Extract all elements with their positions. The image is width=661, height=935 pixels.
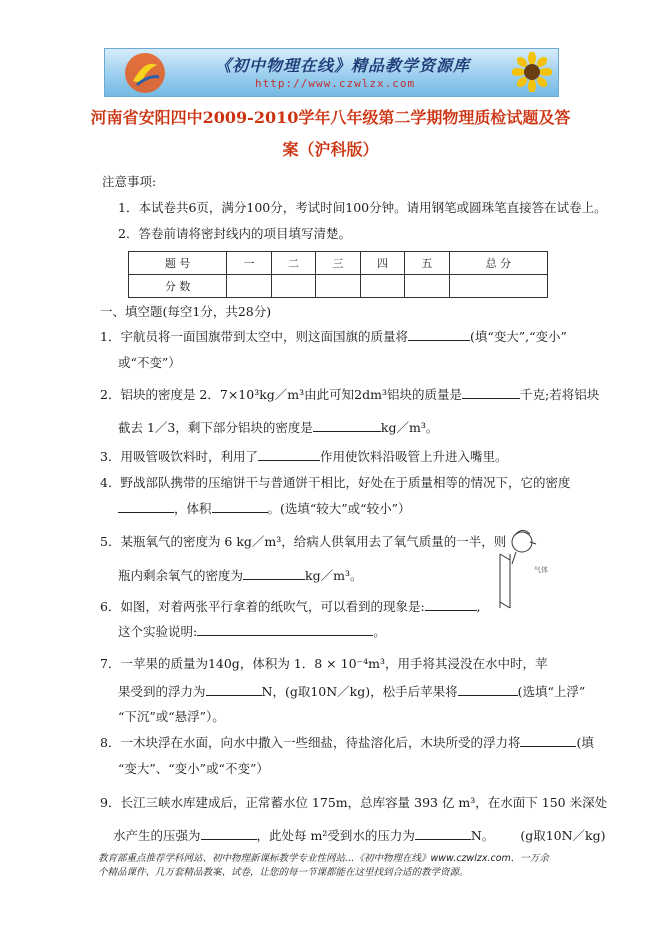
- table-header-cell: 五: [405, 252, 449, 275]
- notes-item-1: 1．本试卷共6页，满分100分，考试时间100分钟。请用钢笔或圆珠笔直接答在试卷上。: [118, 200, 607, 215]
- table-header-cell: 题 号: [129, 252, 227, 275]
- table-row-label: 分 数: [129, 275, 227, 298]
- question-text: ，此处每 m²受到水的压力为: [256, 828, 415, 843]
- banner-url[interactable]: http://www.czwlzx.com: [255, 77, 416, 90]
- question-4: 4．野战部队携带的压缩饼干与普通饼干相比，好处在于质量相等的情况下，它的密度: [100, 475, 571, 490]
- answer-blank[interactable]: [462, 387, 520, 399]
- score-table: [128, 251, 548, 298]
- document-title-line1: 河南省安阳四中2009-2010学年八年级第二学期物理质检试题及答: [90, 108, 571, 127]
- score-cell[interactable]: [449, 275, 547, 298]
- question-text: ，体积: [174, 501, 212, 516]
- question-text: 作用使饮料沿吸管上升进入嘴里。: [319, 449, 508, 464]
- answer-blank[interactable]: [206, 684, 262, 696]
- question-text: 。(选填“较大”或“较小”）: [267, 501, 411, 516]
- answer-blank[interactable]: [201, 828, 257, 840]
- question-text: 果受到的浮力为: [118, 684, 206, 699]
- question-text: (g取10N／kg): [520, 828, 606, 843]
- score-cell[interactable]: [316, 275, 360, 298]
- question-5: 5．某瓶氧气的密度为 6 kg／m³，给病人供氧用去了氧气质量的一半，则: [100, 534, 507, 549]
- answer-blank[interactable]: [313, 420, 381, 432]
- question-text: 千克;若将铝块: [519, 387, 600, 402]
- answer-blank[interactable]: [197, 624, 373, 636]
- score-cell[interactable]: [271, 275, 315, 298]
- question-text: (填“变大”,“变小”: [469, 329, 567, 344]
- question-text: 截去 1／3，剩下部分铝块的密度是: [118, 420, 313, 435]
- question-text: N，(g取10N／kg)，松手后苹果将: [261, 684, 458, 699]
- question-8-cont: “变大”、“变小”或“不变”）: [118, 761, 269, 776]
- score-table-header-row: [129, 252, 548, 275]
- page-footer: [98, 852, 578, 880]
- question-2: [100, 385, 599, 403]
- answer-blank[interactable]: [212, 501, 268, 513]
- question-9: 9．长江三峡水库建成后，正常蓄水位 175m，总库容量 393 亿 m³，在水面下 150 米深处: [100, 795, 608, 810]
- document-title-line2: 案（沪科版）: [282, 140, 379, 159]
- question-text: 8．一木块浮在水面，向水中撒入一些细盐，待盐溶化后，木块所受的浮力将: [100, 735, 521, 750]
- question-text: 瓶内剩余氧气的密度为: [118, 568, 244, 583]
- question-text: 2．铝块的密度是 2．7×10³kg／m³由此可知2dm³铝块的质量是: [100, 387, 462, 402]
- footer-line-2: 个精品课件、几万套精品教案、试卷，让您的每一节课都能在这里找到合适的教学资源。: [98, 867, 469, 878]
- question-2-cont: [118, 418, 438, 436]
- question-text: kg／m³。: [380, 420, 439, 435]
- question-7-cont2: “下沉”或“悬浮”）。: [118, 709, 225, 724]
- table-header-cell: 总 分: [449, 252, 547, 275]
- question-8: [100, 733, 594, 751]
- question-9-cont: [113, 826, 606, 844]
- question-7: 7．一苹果的质量为140g，体积为 1．8 × 10⁻⁴m³，用手将其浸没在水中时，苹: [100, 656, 548, 671]
- question-4-cont: [118, 499, 410, 517]
- banner-title: 《初中物理在线》精品教学资源库: [215, 56, 471, 75]
- question-text: 3．用吸管吸饮料时，利用了: [100, 449, 258, 464]
- answer-blank[interactable]: [425, 599, 477, 611]
- notes-item-2: 2．答卷前请将密封线内的项目填写清楚。: [118, 226, 351, 241]
- answer-blank[interactable]: [520, 735, 576, 747]
- question-text: ,: [476, 599, 481, 614]
- section-heading: 一、填空题(每空1分，共28分): [100, 304, 272, 319]
- table-header-cell: 四: [360, 252, 404, 275]
- score-table-score-row: [129, 275, 548, 298]
- question-text: 这个实验说明:: [118, 624, 198, 639]
- question-text: 。: [373, 624, 386, 639]
- question-text: (填: [576, 735, 594, 750]
- question-text: kg／m³。: [305, 568, 363, 583]
- figure-label: 气体: [534, 566, 548, 574]
- answer-blank[interactable]: [415, 828, 471, 840]
- table-header-cell: 三: [316, 252, 360, 275]
- question-text: 水产生的压强为: [113, 828, 201, 843]
- answer-blank[interactable]: [258, 449, 320, 461]
- question-6-cont: [118, 622, 386, 640]
- question-text: (选填“上浮”: [517, 684, 586, 699]
- question-1-cont: 或“不变”）: [118, 355, 181, 370]
- blowing-paper-figure: [494, 520, 562, 612]
- table-header-cell: 二: [271, 252, 315, 275]
- question-text: 1．宇航员将一面国旗带到太空中，则这面国旗的质量将: [100, 329, 408, 344]
- answer-blank[interactable]: [243, 568, 305, 580]
- score-cell[interactable]: [227, 275, 271, 298]
- header-banner: [104, 48, 559, 97]
- question-1: [100, 327, 567, 345]
- table-header-cell: 一: [227, 252, 271, 275]
- score-cell[interactable]: [360, 275, 404, 298]
- sunflower-icon: [512, 52, 552, 92]
- score-cell[interactable]: [405, 275, 449, 298]
- site-logo-icon: [123, 51, 167, 94]
- answer-blank[interactable]: [458, 684, 518, 696]
- answer-blank[interactable]: [118, 501, 174, 513]
- footer-line-1: 教育部重点推荐学科网站、初中物理新课标教学专业性网站…《初中物理在线》www.czwlzx.com．一万余: [98, 853, 549, 864]
- answer-blank[interactable]: [408, 329, 470, 341]
- question-7-cont: [118, 682, 585, 700]
- notes-heading: 注意事项:: [102, 174, 157, 189]
- question-3: [100, 447, 507, 465]
- question-text: 6．如图，对着两张平行拿着的纸吹气，可以看到的现象是:: [100, 599, 425, 614]
- question-5-cont: [118, 566, 362, 584]
- question-6: [100, 597, 481, 615]
- question-text: N。: [470, 828, 495, 843]
